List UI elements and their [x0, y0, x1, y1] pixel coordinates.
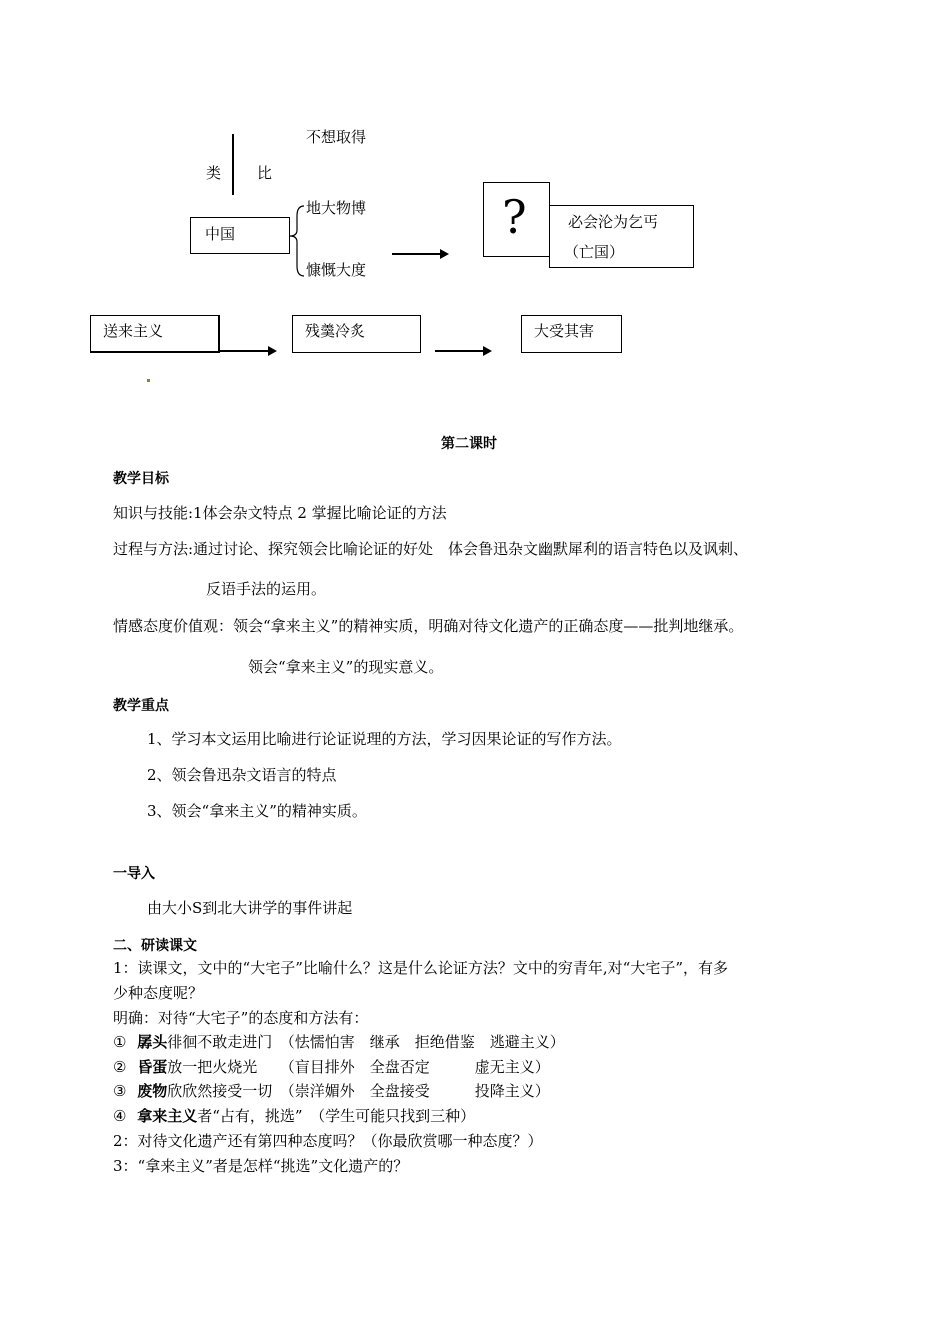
clarify-line: 明确：对待“大宅子”的态度和方法有： [113, 1009, 369, 1027]
label-bi: 比 [257, 164, 273, 182]
focus-item-3: 3、领会“拿来主义”的精神实质。 [147, 802, 367, 820]
question-3: 3：“拿来主义”者是怎样“挑选”文化遗产的？ [113, 1157, 409, 1175]
box-bihui: 必会沦为乞丐 （亡国） [549, 205, 694, 268]
goal-emotion-1: 情感态度价值观：领会“拿来主义”的精神实质，明确对待文化遗产的正确态度——批判地继承。 [113, 617, 744, 635]
arrow-2 [435, 350, 483, 352]
vertical-divider [232, 134, 234, 195]
attitude-item-4: ④ 拿来主义者“占有，挑选” （学生可能只找到三种） [113, 1107, 476, 1125]
box-songlai: 送来主义 [90, 315, 220, 353]
attitude-item-2: ② 昏蛋放一把火烧光 （盲目排外 全盘否定 虚无主义） [113, 1058, 550, 1076]
goals-heading: 教学目标 [113, 471, 169, 487]
box-zhongguo: 中国 [190, 217, 290, 254]
arrow-2-head [483, 346, 492, 356]
goal-process-1: 过程与方法:通过讨论、探究领会比喻论证的好处 体会鲁迅杂文幽默犀利的语言特色以及讽刺、 [113, 540, 749, 558]
arrow-mid-head [440, 249, 449, 259]
label-buxiang: 不想取得 [306, 128, 367, 146]
label-dida: 地大物博 [306, 199, 367, 217]
question-1-line1: 1：读课文，文中的“大宅子”比喻什么？这是什么论证方法？文中的穷青年,对“大宅子”，有多 [113, 959, 728, 977]
arrow-1 [220, 350, 268, 352]
arrow-mid [392, 253, 440, 255]
box-cangeng: 残羹冷炙 [292, 315, 421, 353]
goal-emotion-2: 领会“拿来主义”的现实意义。 [248, 658, 444, 676]
goal-knowledge: 知识与技能:1体会杂文特点 2 掌握比喻论证的方法 [113, 504, 447, 522]
focus-item-2: 2、领会鲁迅杂文语言的特点 [147, 766, 337, 784]
label-kangkai: 慷慨大度 [306, 261, 367, 279]
lesson-title: 第二课时 [441, 436, 497, 452]
stray-mark [147, 379, 150, 382]
attitude-item-1: ① 孱头徘徊不敢走进门 （怯懦怕害 继承 拒绝借鉴 逃避主义） [113, 1033, 565, 1051]
study-heading: 二、研读课文 [113, 938, 197, 954]
goal-process-2: 反语手法的运用。 [206, 580, 327, 598]
attitude-item-3: ③ 废物欣欣然接受一切 （崇洋媚外 全盘接受 投降主义） [113, 1082, 550, 1100]
question-1-line2: 少种态度呢？ [113, 984, 204, 1002]
label-lei: 类 [206, 164, 222, 182]
intro-text: 由大小S到北大讲学的事件讲起 [147, 899, 353, 917]
focus-heading: 教学重点 [113, 698, 169, 714]
focus-item-1: 1、学习本文运用比喻进行论证说理的方法，学习因果论证的写作方法。 [147, 730, 622, 748]
question-2: 2：对待文化遗产还有第四种态度吗？（你最欣赏哪一种态度？） [113, 1132, 543, 1150]
box-dashou: 大受其害 [521, 315, 622, 353]
brace [288, 200, 308, 280]
box-question: ? [483, 182, 550, 257]
arrow-1-head [268, 346, 277, 356]
intro-heading: 一导入 [113, 866, 155, 882]
